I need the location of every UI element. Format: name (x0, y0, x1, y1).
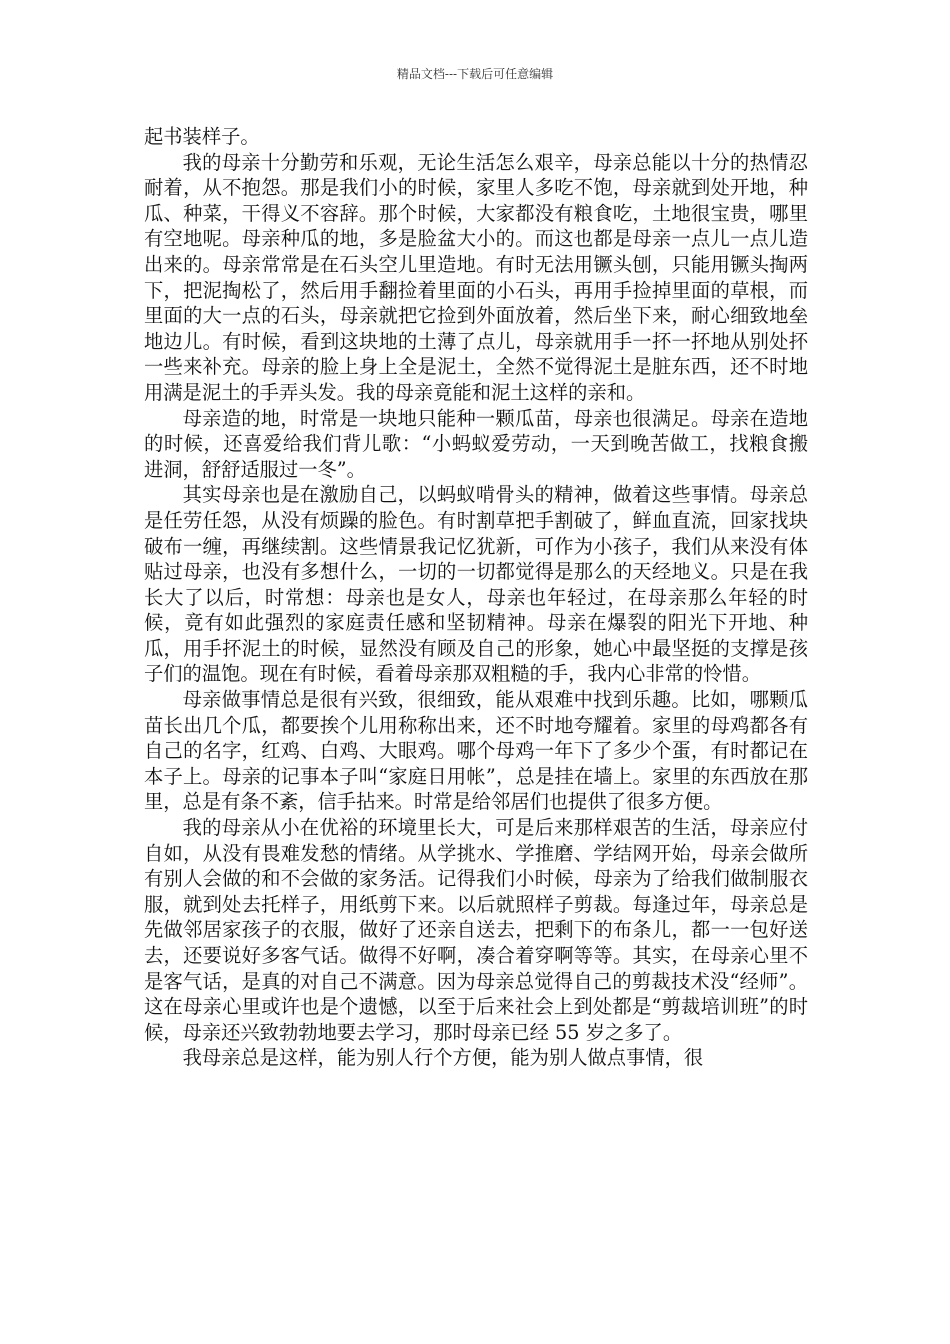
page-header: 精品文档---下载后可任意编辑 (396, 67, 554, 81)
paragraph: 我的母亲十分勤劳和乐观，无论生活怎么艰辛，母亲总能以十分的热情忍耐着，从不抱怨。那是我们小的时候，家里人多吃不饱，母亲就到处开地，种瓜、种菜，干得义不容辞。那个时候，大家都没有粮食吃，土地很宝贵，哪里有空地呢。母亲种瓜的地，多是脸盆大小的。而这也都是母亲一点儿一点儿造出来的。母亲常常是在石头空儿里造地。有时无法用镢头刨，只能用镢头掏两下，把泥掏松了，然后用手翻捡着里面的小石头，再用手捡掉里面的草根，而里面的大一点的石头，母亲就把它捡到外面放着，然后坐下来，耐心细致地垒地边儿。有时候，看到这块地的土薄了点儿，母亲就用手一抔一抔地从别处抔一些来补充。母亲的脸上身上全是泥土，全然不觉得泥土是脏东西，还不时地用满是泥土的手弄头发。我的母亲竟能和泥土这样的亲和。 (144, 150, 808, 404)
paragraph: 我的母亲从小在优裕的环境里长大，可是后来那样艰苦的生活，母亲应付自如，从没有畏难发愁的情绪。从学挑水、学推磨、学结网开始，母亲会做所有别人会做的和不会做的家务活。记得我们小时候，母亲为了给我们做制服衣服，就到处去托样子，用纸剪下来。以后就照样子剪裁。每逢过年，母亲总是先做邻居家孩子的衣服，做好了还亲自送去，把剩下的布条儿，都一一包好送去，还要说好多客气话。做得不好啊，凑合着穿啊等等。其实，在母亲心里不是客气话，是真的对自己不满意。因为母亲总觉得自己的剪裁技术没“经师”。这在母亲心里或许也是个遗憾，以至于后来社会上到处都是“剪裁培训班”的时候，母亲还兴致勃勃地要去学习，那时母亲已经 55 岁之多了。 (144, 816, 808, 1044)
paragraph: 我母亲总是这样，能为别人行个方便，能为别人做点事情，很 (182, 1046, 704, 1070)
paragraph: 母亲做事情总是很有兴致，很细致，能从艰难中找到乐趣。比如，哪颗瓜苗长出几个瓜，都要挨个儿用称称出来，还不时地夸耀着。家里的母鸡都各有自己的名字，红鸡、白鸡、大眼鸡。哪个母鸡一年下了多少个蛋，有时都记在本子上。母亲的记事本子叫“家庭日用帐”，总是挂在墙上。家里的东西放在那里，总是有条不紊，信手拈来。时常是给邻居们也提供了很多方便。 (144, 688, 808, 814)
paragraph: 母亲造的地，时常是一块地只能种一颗瓜苗，母亲也很满足。母亲在造地的时候，还喜爱给我们背儿歌：“小蚂蚁爱劳动，一天到晚苦做工，找粮食搬进洞，舒舒适服过一冬”。 (144, 406, 808, 481)
paragraph: 起书装样子。 (144, 125, 260, 148)
article-body (144, 124, 808, 1071)
paragraph: 其实母亲也是在激励自己，以蚂蚁啃骨头的精神，做着这些事情。母亲总是任劳任怨，从没有烦躁的脸色。有时割草把手割破了，鲜血直流，回家找块破布一缠，再继续割。这些情景我记忆犹新，可作为小孩子，我们从来没有体贴过母亲，也没有多想什么，一切的一切都觉得是那么的天经地义。只是在我长大了以后，时常想：母亲也是女人，母亲也年轻过，在母亲那么年轻的时候，竟有如此强烈的家庭责任感和坚韧精神。母亲在爆裂的阳光下开地、种瓜，用手抔泥土的时候，显然没有顾及自己的形象，她心中最坚挺的支撑是孩子们的温饱。现在有时候，看着母亲那双粗糙的手，我内心非常的怜惜。 (144, 483, 808, 686)
